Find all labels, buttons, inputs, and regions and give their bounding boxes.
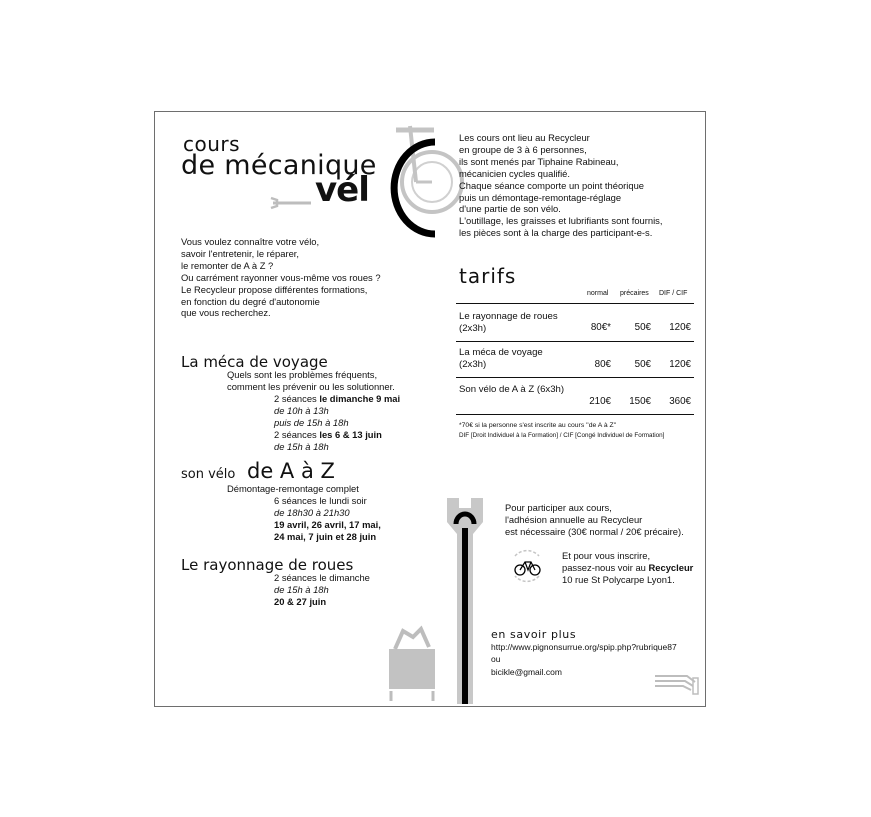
intro-text xyxy=(181,236,381,319)
adhesion-line: Pour participer aux cours, xyxy=(505,502,612,513)
tarif-footnote: *70€ si la personne s'est inscrite au cours ''de A à Z'' xyxy=(459,422,617,429)
savoir-plus-title: en savoir plus xyxy=(491,628,577,641)
info-line: les pièces sont à la charge des participant-e-s. xyxy=(459,227,653,239)
adhesion-text xyxy=(505,502,684,538)
table-rule xyxy=(456,341,694,342)
info-line: Chaque séance comporte un point théorique xyxy=(459,179,645,191)
address: 10 rue St Polycarpe Lyon1. xyxy=(562,573,675,585)
recycleur-name: Recycleur xyxy=(648,561,694,573)
course-voyage-title: La méca de voyage xyxy=(181,353,328,371)
course-az-title-small: son vélo xyxy=(181,467,236,482)
info-line: d'une partie de son vélo. xyxy=(459,203,561,215)
table-rule xyxy=(456,377,694,378)
info-line: ils sont menés par Tiphaine Rabineau, xyxy=(459,155,619,167)
intro-line: que vous recherchez. xyxy=(181,307,271,319)
session-time: de 10h à 13h xyxy=(274,404,329,416)
inscription-line: passez-nous voir au xyxy=(562,561,649,573)
price-dif: 120€ xyxy=(669,359,691,370)
big-wrench-icon xyxy=(443,494,487,706)
session-time: de 15h à 18h xyxy=(274,583,329,595)
intro-line: savoir l'entretenir, le réparer, xyxy=(181,247,299,259)
table-rule xyxy=(456,303,694,304)
price-normal: 80€ xyxy=(594,359,611,370)
info-line: en groupe de 3 à 6 personnes, xyxy=(459,143,587,155)
flyer-page xyxy=(154,111,706,707)
session-date: les 6 & 13 juin xyxy=(319,428,382,440)
intro-line: en fonction du degré d'autonomie xyxy=(181,295,320,307)
adhesion-line: l'adhésion annuelle au Recycleur xyxy=(505,513,643,525)
course-voyage-schedule xyxy=(274,393,400,453)
course-az-desc: Démontage-remontage complet xyxy=(227,483,359,494)
session-time: de 15h à 18h xyxy=(274,440,329,452)
session-date: 19 avril, 26 avril, 17 mai, xyxy=(274,518,381,530)
session-time: de 18h30 à 21h30 xyxy=(274,506,350,518)
table-rule xyxy=(456,414,694,415)
course-az-schedule xyxy=(274,495,381,543)
course-roues-title: Le rayonnage de roues xyxy=(181,556,354,574)
email-link[interactable]: bicikle@gmail.com xyxy=(491,667,562,677)
tool-bag-illustration-icon xyxy=(385,627,440,702)
course-az-title-big: de A à Z xyxy=(247,459,335,483)
savoir-plus-links xyxy=(491,641,677,678)
info-text xyxy=(459,132,662,239)
tarif-course-name: Le rayonnage de roues xyxy=(459,311,558,322)
price-normal: 80€* xyxy=(590,322,611,333)
info-line: Les cours ont lieu au Recycleur xyxy=(459,132,590,143)
title-de-mecanique: de mécanique xyxy=(181,150,377,181)
intro-line: Le Recycleur propose différentes formations, xyxy=(181,283,368,295)
info-line: L'outillage, les graisses et lubrifiants sont fournis, xyxy=(459,215,663,227)
tarif-course-duration: (2x3h) xyxy=(459,359,487,370)
wrench-icon xyxy=(271,194,316,209)
tarif-header-precaires: précaires xyxy=(620,290,649,297)
price-dif: 120€ xyxy=(669,322,691,333)
tarif-legend: DIF [Droit Individuel à la Formation] / CIF [Congé Individuel de Formation] xyxy=(459,432,665,439)
session-date: le dimanche 9 mai xyxy=(319,393,401,404)
intro-line: Ou carrément rayonner vous-même vos roues ? xyxy=(181,271,381,283)
price-precaires: 50€ xyxy=(634,322,651,333)
price-precaires: 50€ xyxy=(634,359,651,370)
price-precaires: 150€ xyxy=(629,396,651,407)
session-count: 2 séances xyxy=(274,428,320,440)
tarif-header-dif: DIF / CIF xyxy=(659,290,688,297)
course-voyage-desc-line: Quels sont les problèmes fréquents, xyxy=(227,369,378,380)
tarif-header-normal: normal xyxy=(587,290,609,297)
title-cours: cours xyxy=(183,132,241,156)
intro-line: Vous voulez connaître votre vélo, xyxy=(181,236,320,247)
title-velo: vél xyxy=(315,170,369,210)
inscription-text xyxy=(562,550,693,586)
course-voyage-desc-line: comment les prévenir ou les solutionner. xyxy=(227,380,395,392)
session-date: 20 & 27 juin xyxy=(274,595,327,607)
session-count: 6 séances le lundi soir xyxy=(274,495,367,506)
tarif-course-name: La méca de voyage xyxy=(459,347,543,358)
price-dif: 360€ xyxy=(669,396,691,407)
tarifs-title: tarifs xyxy=(459,264,517,288)
session-count: 2 séances le dimanche xyxy=(274,572,370,583)
website-link[interactable]: http://www.pignonsurrue.org/spip.php?rubrique87 xyxy=(491,642,677,652)
adhesion-line: est nécessaire (30€ normal / 20€ précaire). xyxy=(505,525,684,537)
bicycle-recycle-icon xyxy=(507,548,547,584)
session-date: 24 mai, 7 juin et 28 juin xyxy=(274,530,377,542)
hex-keys-illustration-icon xyxy=(653,670,701,696)
course-voyage-desc xyxy=(227,369,395,393)
wheel-logo-icon xyxy=(393,138,437,238)
ou-text: ou xyxy=(491,654,501,664)
course-roues-schedule xyxy=(274,572,370,608)
price-normal: 210€ xyxy=(589,396,611,407)
tarif-course-name: Son vélo de A à Z (6x3h) xyxy=(459,384,565,395)
intro-line: le remonter de A à Z ? xyxy=(181,259,274,271)
inscription-line: Et pour vous inscrire, xyxy=(562,550,651,561)
tarif-course-duration: (2x3h) xyxy=(459,323,487,334)
session-time: puis de 15h à 18h xyxy=(274,416,349,428)
info-line: puis un démontage-remontage-réglage xyxy=(459,191,622,203)
session-count: 2 séances xyxy=(274,393,320,404)
info-line: mécanicien cycles qualifié. xyxy=(459,167,570,179)
